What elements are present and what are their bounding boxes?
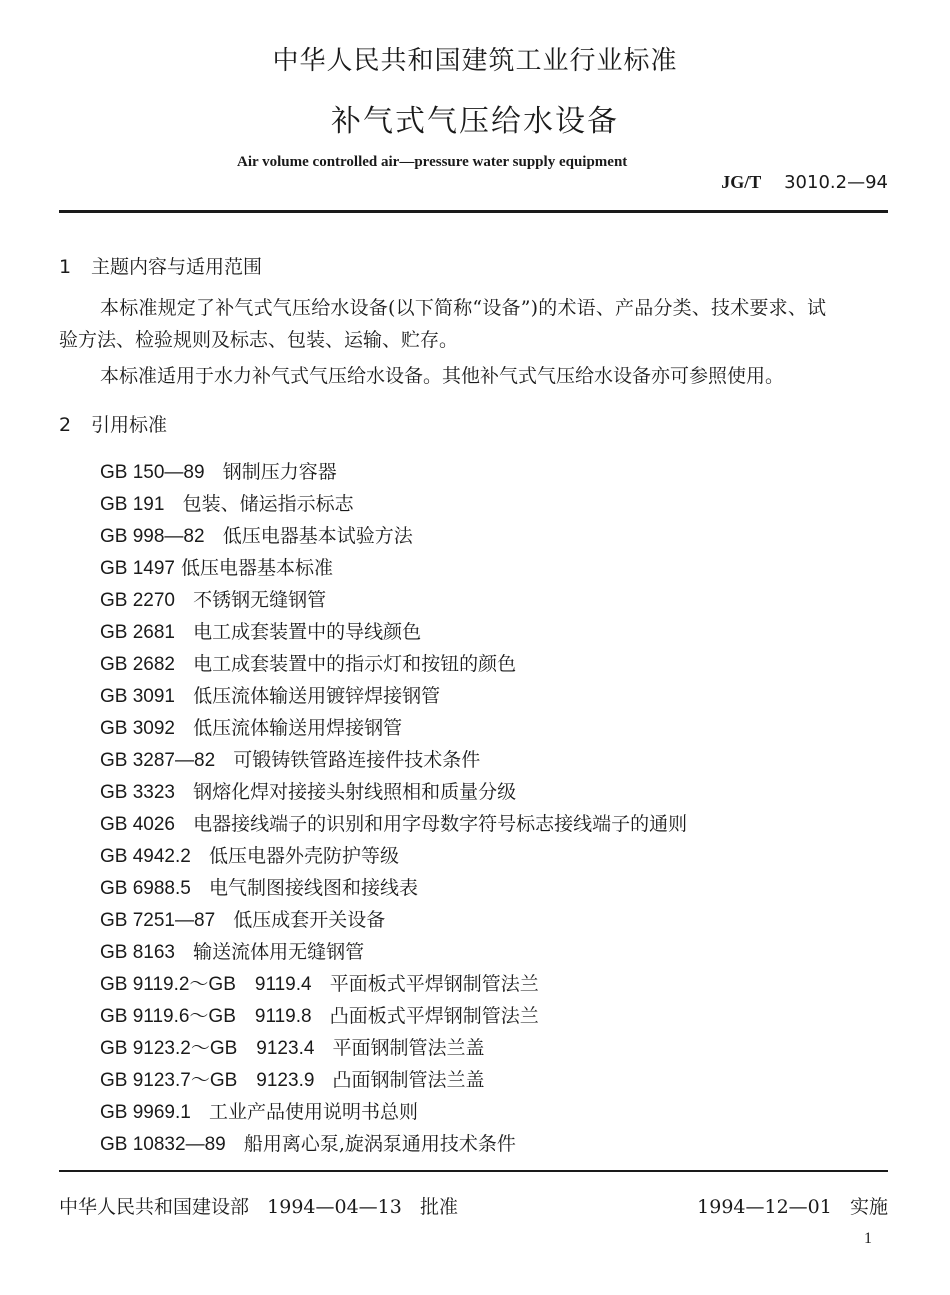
reference-code: GB 3092 [100, 718, 175, 739]
reference-title: 凸面钢制管法兰盖 [332, 1069, 485, 1091]
footer-divider [59, 1170, 888, 1172]
reference-code: GB 998—82 [100, 526, 205, 547]
reference-code: GB 2682 [100, 654, 175, 675]
reference-code: GB 9969.1 [100, 1102, 191, 1123]
reference-item [100, 520, 687, 552]
reference-code: GB 9119.2～GB 9119.4 [100, 974, 312, 995]
section-number: 2 [59, 414, 72, 436]
reference-item [100, 1000, 687, 1032]
paragraph: 本标准适用于水力补气式气压给水设备。其他补气式气压给水设备亦可参照使用。 [100, 365, 785, 387]
reference-item [100, 456, 687, 488]
standard-category: 中华人民共和国建筑工业行业标准 [272, 46, 678, 76]
reference-title: 低压电器基本标准 [181, 557, 334, 579]
reference-code: GB 9123.7～GB 9123.9 [100, 1070, 315, 1091]
reference-item [100, 968, 687, 1000]
effective-date: 1994—12—01 [697, 1196, 832, 1218]
reference-code: GB 1497 [100, 558, 175, 579]
reference-title: 低压流体输送用镀锌焊接钢管 [193, 685, 441, 707]
reference-title: 可锻铸铁管路连接件技术条件 [233, 749, 481, 771]
reference-title: 电气制图接线图和接线表 [208, 877, 418, 899]
reference-code: GB 4026 [100, 814, 175, 835]
reference-title: 不锈钢无缝钢管 [193, 589, 327, 611]
reference-code: GB 2270 [100, 590, 175, 611]
reference-title: 平面板式平焊钢制管法兰 [329, 973, 539, 995]
reference-title: 凸面板式平焊钢制管法兰 [329, 1005, 539, 1027]
reference-list [100, 456, 687, 1160]
reference-item [100, 1032, 687, 1064]
standard-prefix: JG/T [721, 172, 762, 192]
reference-item [100, 712, 687, 744]
reference-title: 低压电器外壳防护等级 [208, 845, 399, 867]
approval-line [59, 1192, 458, 1219]
reference-item [100, 680, 687, 712]
issuer: 中华人民共和国建设部 [59, 1196, 250, 1218]
reference-code: GB 9123.2～GB 9123.4 [100, 1038, 315, 1059]
header-divider [59, 210, 888, 213]
reference-code: GB 6988.5 [100, 878, 191, 899]
reference-title: 钢制压力容器 [222, 461, 337, 483]
reference-code: GB 3091 [100, 686, 175, 707]
reference-code: GB 8163 [100, 942, 175, 963]
reference-code: GB 191 [100, 494, 165, 515]
reference-code: GB 3287—82 [100, 750, 216, 771]
reference-item [100, 840, 687, 872]
reference-title: 工业产品使用说明书总则 [208, 1101, 418, 1123]
reference-item [100, 808, 687, 840]
effective-label: 实施 [849, 1196, 888, 1218]
reference-code: GB 4942.2 [100, 846, 191, 867]
approve-date: 1994—04—13 [267, 1196, 402, 1218]
document-title-english: Air volume controlled air—pressure water supply equipment [237, 154, 628, 170]
reference-item [100, 904, 687, 936]
reference-item [100, 552, 687, 584]
reference-title: 电工成套装置中的导线颜色 [193, 621, 422, 643]
section-heading [59, 252, 262, 279]
reference-code: GB 150—89 [100, 462, 205, 483]
reference-title: 低压流体输送用焊接钢管 [193, 717, 403, 739]
section-number: 1 [59, 256, 72, 278]
reference-title: 低压电器基本试验方法 [222, 525, 413, 547]
reference-title: 低压成套开关设备 [233, 909, 386, 931]
reference-item [100, 584, 687, 616]
reference-item [100, 872, 687, 904]
section-title: 主题内容与适用范围 [91, 256, 263, 278]
standard-number [721, 172, 888, 193]
page-number: 1 [864, 1230, 872, 1247]
reference-item [100, 1096, 687, 1128]
reference-title: 船用离心泵,旋涡泵通用技术条件 [243, 1133, 516, 1155]
paragraph-line: 验方法、检验规则及标志、包装、运输、贮存。 [59, 329, 459, 351]
document-title: 补气式气压给水设备 [331, 104, 619, 139]
section-title: 引用标准 [91, 414, 168, 436]
reference-title: 包装、储运指示标志 [182, 493, 354, 515]
reference-code: GB 10832—89 [100, 1134, 226, 1155]
reference-title: 电器接线端子的识别和用字母数字符号标志接线端子的通则 [193, 813, 688, 835]
reference-title: 输送流体用无缝钢管 [193, 941, 365, 963]
reference-title: 平面钢制管法兰盖 [332, 1037, 485, 1059]
reference-code: GB 9119.6～GB 9119.8 [100, 1006, 312, 1027]
reference-title: 电工成套装置中的指示灯和按钮的颜色 [193, 653, 517, 675]
approve-label: 批准 [419, 1196, 458, 1218]
reference-item [100, 776, 687, 808]
reference-item [100, 488, 687, 520]
reference-item [100, 1064, 687, 1096]
section-heading [59, 410, 167, 437]
reference-item [100, 744, 687, 776]
reference-item [100, 936, 687, 968]
standard-code: 3010.2—94 [784, 172, 888, 193]
reference-item [100, 1128, 687, 1160]
reference-item [100, 648, 687, 680]
paragraph-line: 本标准规定了补气式气压给水设备(以下简称“设备”)的术语、产品分类、技术要求、试 [100, 297, 827, 319]
reference-code: GB 2681 [100, 622, 175, 643]
reference-title: 钢熔化焊对接接头射线照相和质量分级 [193, 781, 517, 803]
reference-code: GB 3323 [100, 782, 175, 803]
reference-item [100, 616, 687, 648]
effective-line [697, 1192, 888, 1219]
reference-code: GB 7251—87 [100, 910, 216, 931]
